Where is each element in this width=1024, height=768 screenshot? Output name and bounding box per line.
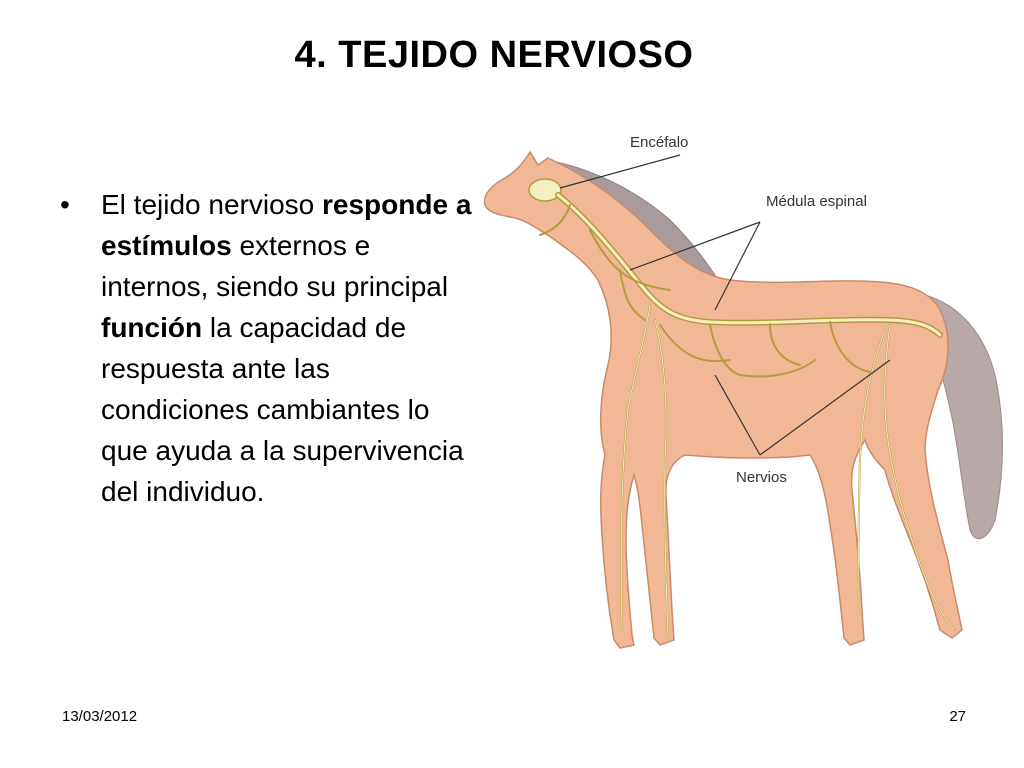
brain-shape xyxy=(529,179,561,201)
text-segment: El tejido nervioso xyxy=(101,189,323,220)
text-segment: externos e internos, siendo su principal xyxy=(101,230,449,302)
bold-text-segment: función xyxy=(101,312,203,343)
bold-text-segment: responde a estímulos xyxy=(101,189,472,261)
slide-title: 4. TEJIDO NERVIOSO xyxy=(294,34,694,76)
bullet-paragraph xyxy=(101,184,481,512)
footer-date: 13/03/2012 xyxy=(62,708,138,725)
label-nerves: Nervios xyxy=(736,469,787,486)
label-spinal-cord: Médula espinal xyxy=(766,193,867,210)
bullet-marker: • xyxy=(60,189,70,220)
bullet-list xyxy=(60,184,480,512)
text-segment: la capacidad de respuesta ante las condiciones cambiantes lo que ayuda a la supervivencia del individuo. xyxy=(101,312,464,507)
label-brain: Encéfalo xyxy=(630,134,689,151)
page-number: 27 xyxy=(949,708,966,725)
horse-nervous-system-figure xyxy=(470,110,1010,670)
